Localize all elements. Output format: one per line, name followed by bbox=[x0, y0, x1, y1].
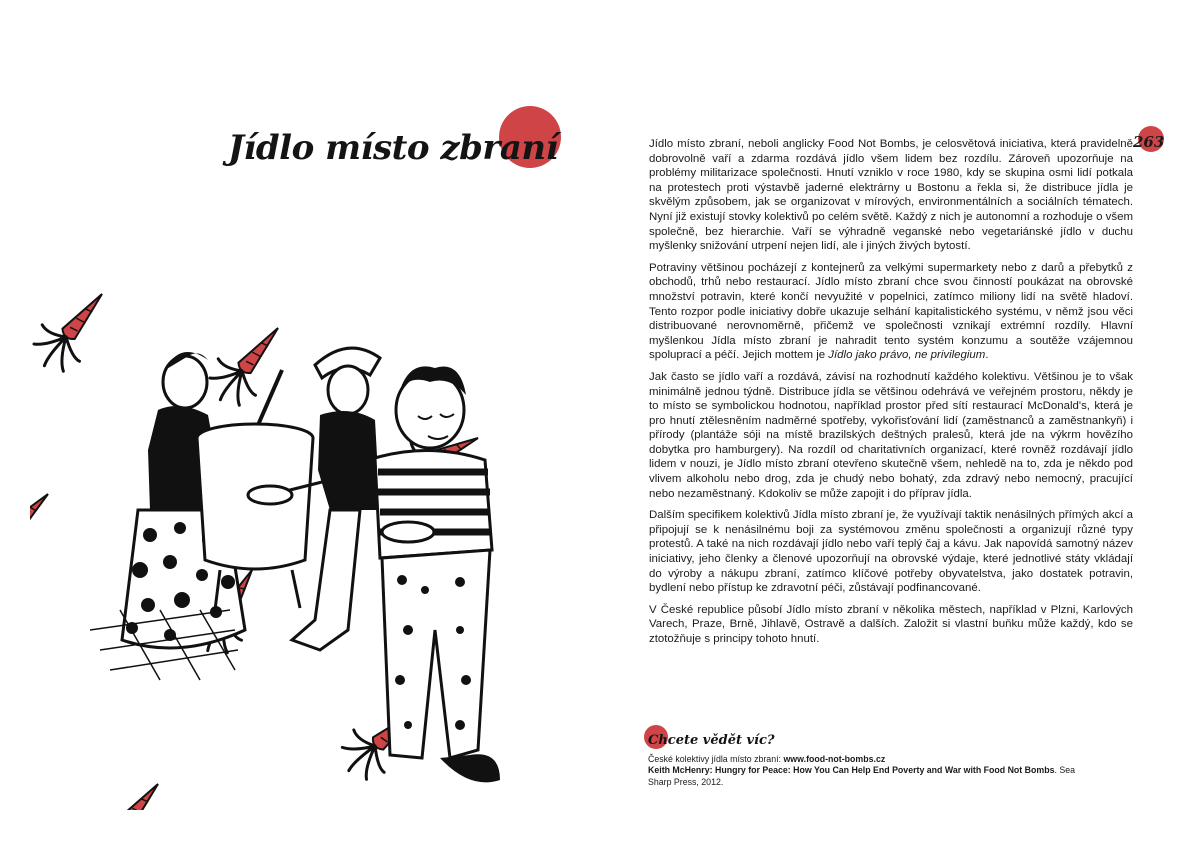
carrot bbox=[199, 311, 298, 415]
paragraph: Potraviny většinou pocházejí z kontejnerů za velkými supermarkety nebo z darů a přebytků z obchodů, trhů nebo restaurací. Jídlo místo zbraní chce svou činností poukázat na obrovské množství potravin, které končí nevyužité v popelnici, zatímco miliony lidí na světě hladoví. Tento rozpor podle iniciativy dobře ukazuje selhání kapitalistického systému, v němž jsou věci distribuované nerovnoměrně, přičemž ve společnosti vznikají extrémní rozdíly. Hlavní myšlenkou Jídla místo zbraní je nahradit tento systém konzumu a soutěže vzájemnou spoluprací a péčí. Jejich mottem je Jídlo jako právo, ne privilegium. bbox=[649, 261, 1133, 362]
figure-boy-striped bbox=[375, 366, 500, 782]
carrot bbox=[30, 476, 66, 578]
illustration-food-sharing bbox=[30, 210, 560, 810]
paragraph: Jídlo místo zbraní, neboli anglicky Food Not Bombs, je celosvětová iniciativa, která pravidelně dobrovolně vaří a zdarma rozdává jídlo všem lidem bez rozdílu. Zároveň upozorňuje na problémy militarizace společnosti. Hnutí vzniklo v roce 1980, kdy se skupina osmi lidí potkala na protestech proti výstavbě jaderné elektrárny u Bostonu a řekla si, že distribuce jídla je skvělým způsobem, jak se organizovat v mírových, environmentálních a sociálních tématech. Nyní již existují stovky kolektivů po celém světě. Každý z nich je autonomní a rozhoduje o všem společně, bez hierarchie. Vaří se výhradně veganské nebo vegetariánské jídlo v duchu myšlenky snižování utrpení nejen lidí, ale i jiných živých bytostí. bbox=[649, 138, 1133, 253]
motto: Jídlo jako právo, ne privilegium bbox=[828, 349, 986, 362]
reference-line: České kolektivy jídla místo zbraní: www.food-not-bombs.cz bbox=[648, 754, 886, 764]
website-link[interactable]: www.food-not-bombs.cz bbox=[783, 754, 886, 764]
carrot bbox=[79, 767, 178, 810]
page-number: 263 bbox=[1133, 133, 1165, 151]
figure-man-hat bbox=[248, 348, 380, 650]
more-info-references bbox=[648, 754, 1088, 788]
article-text bbox=[649, 137, 1133, 654]
more-info-heading: Chcete vědět víc? bbox=[648, 733, 775, 748]
reference-line: Keith McHenry: Hungry for Peace: How You Can Help End Poverty and War with Food Not Bombs. Sea Sharp Press, 2012. bbox=[648, 765, 1076, 787]
carrot bbox=[30, 277, 122, 381]
book-title: Keith McHenry: Hungry for Peace: How You Can Help End Poverty and War with Food Not Bombs bbox=[648, 765, 1055, 776]
paragraph: Dalším specifikem kolektivů Jídla místo zbraní je, že využívají taktik nenásilných přímých akcí a připojují se k nenásilnému boji za systémovou změnu společnosti a organizují různé typy protestů. A také na nich rozdávají jídlo nebo vaří teplý čaj a kávu. Jak napovídá samotný název iniciativy, jeho členky a členové upozorňují na obrovské výdaje, které jednotlivé státy vkládají do výroby a nákupu zbraní, zatímco klíčové potřeby obyvatelstva, jako dostatek potravin, bydlení nebo přístup ke zdravotní péči, zůstávají podfinancované. bbox=[649, 509, 1133, 595]
paragraph: V České republice působí Jídlo místo zbraní v několika městech, například v Plzni, Karlových Varech, Praze, Brně, Jihlavě, Ostravě a dalších. Založit si vlastní buňku může každý, kdo se ztotožňuje s principy tohoto hnutí. bbox=[649, 603, 1133, 645]
page-title: Jídlo místo zbraní bbox=[227, 128, 558, 168]
paragraph: Jak často se jídlo vaří a rozdává, závisí na rozhodnutí každého kolektivu. Většinou je to však minimálně jednou týdně. Distribuce jídla se většinou odehrává ve veřejném prostoru, někdy je to místo se symbolickou hodnotou, například prostor před sítí restaurací McDonald's, která je pro hnutí ztělesněním nadměrné spotřeby, vykořisťování lidí (zaměstnanců a zaměstnankyň) i přírody (plantáže sóji na místě brazilských deštných pralesů, která jde na výkrm hovězího dobytka pro hamburgery). Na rozdíl od charitativních organizací, které rovněž rozdávají jídlo lidem v nouzi, je Jídlo místo zbraní otevřeno skutečně všem, nehledě na to, zda je někdo pod vlivem alkoholu nebo drog, zda je chudý nebo bohatý, zda zdravý nebo nemocný, pracující nebo nezaměstnaný. Kdokoliv se může zapojit i do příprav jídla. bbox=[649, 370, 1133, 500]
